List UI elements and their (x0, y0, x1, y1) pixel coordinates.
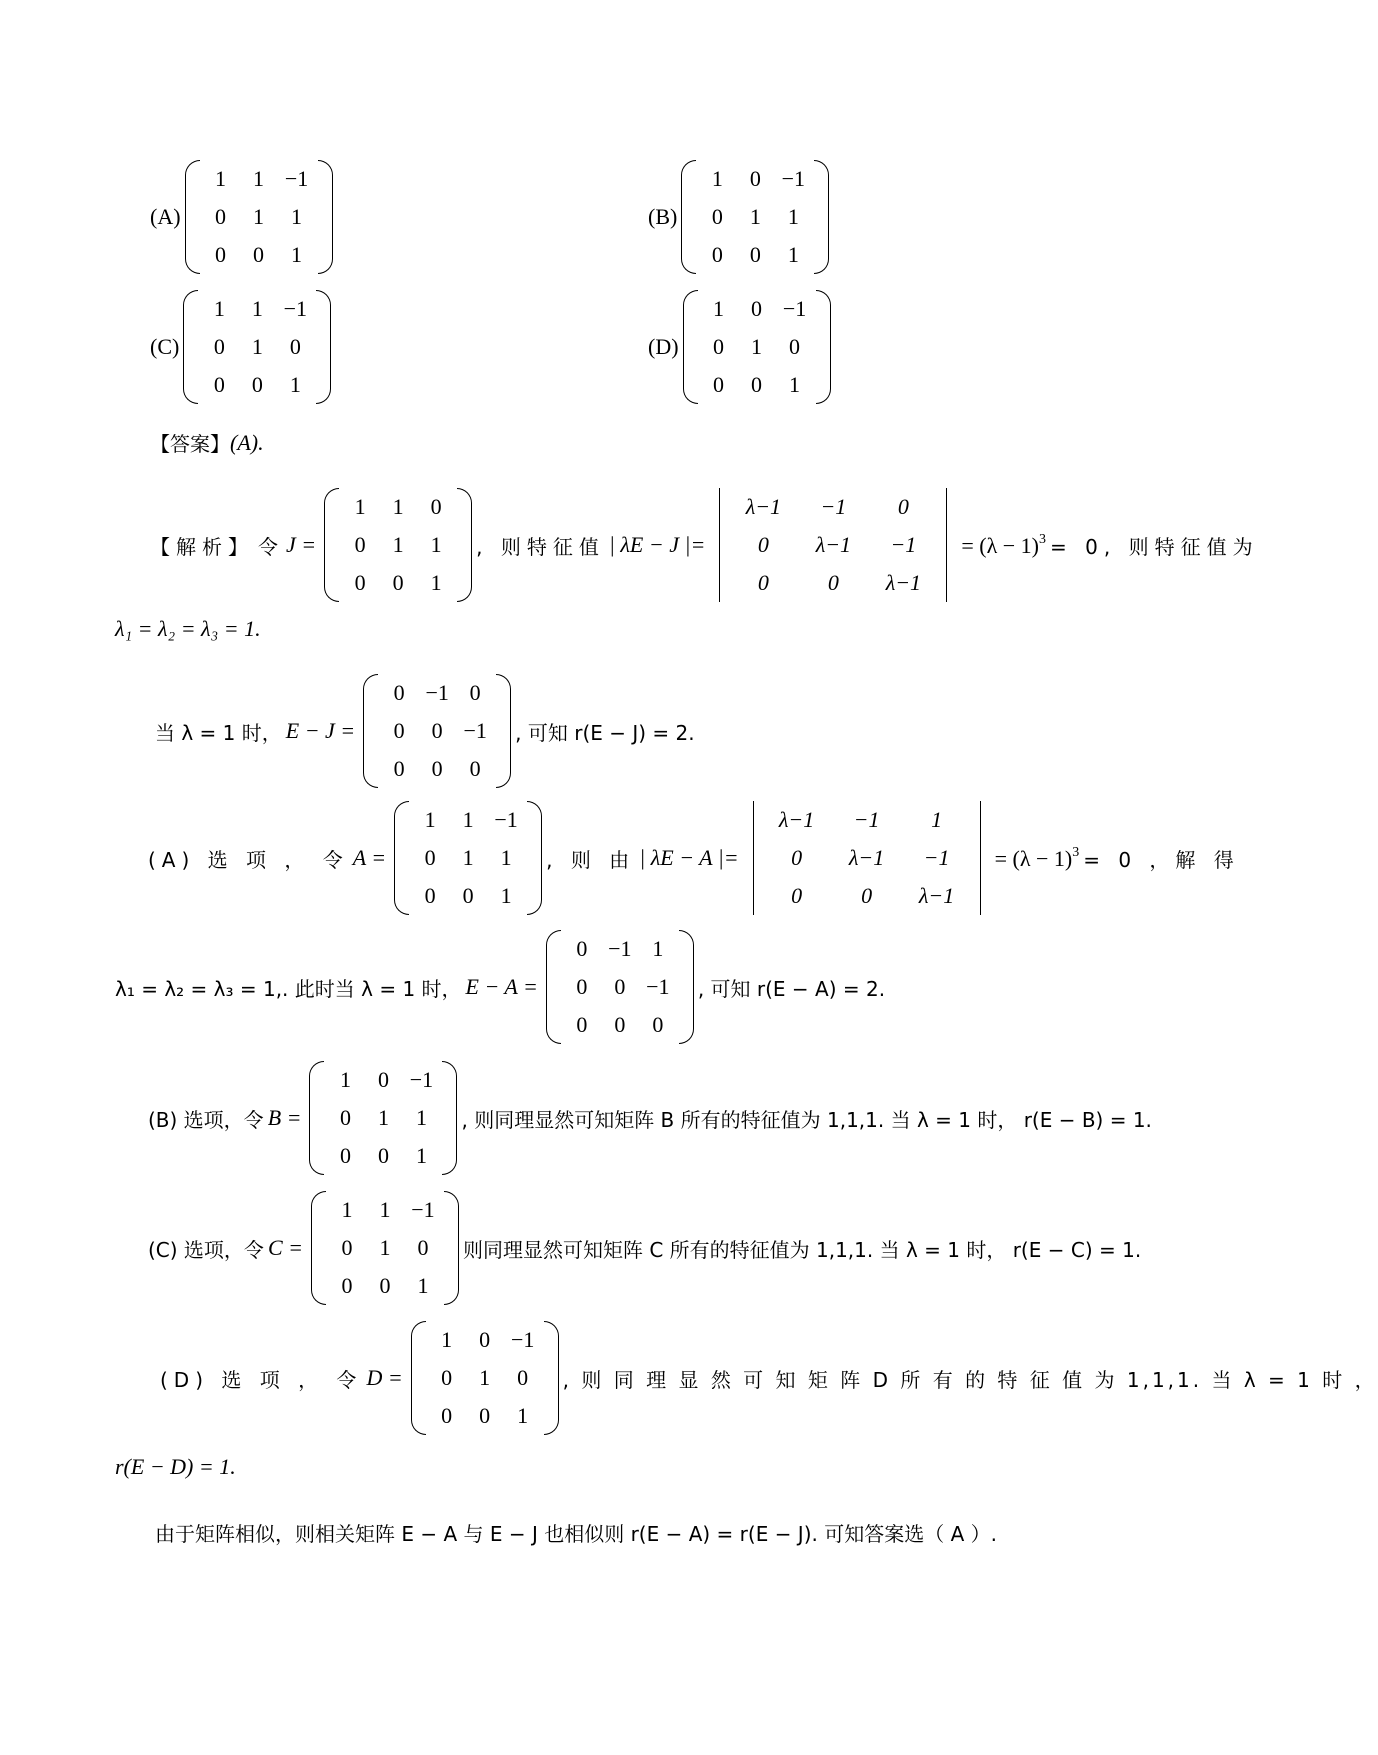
matrix-cell: 0 (289, 334, 301, 359)
matrix-paren-right (814, 160, 829, 274)
matrix-grid (326, 1191, 444, 1305)
matrix-cell: 0 (441, 1365, 453, 1390)
matrix-cell: 1 (291, 242, 303, 267)
matrix-cell: 1 (711, 166, 723, 191)
matrix-cell: 0 (711, 242, 723, 267)
matrix-cell: 0 (469, 756, 481, 781)
matrix-cell: 0 (213, 372, 225, 397)
e-minus-a-lhs: E − A = (465, 974, 538, 999)
matrix-cell: 0 (341, 1235, 353, 1260)
matrix-cell: 1 (500, 883, 512, 908)
matrix-paren-left (185, 160, 200, 274)
matrix-cell: 0 (354, 532, 366, 557)
option-a-analysis (148, 801, 1240, 915)
matrix-cell: −1 (853, 807, 880, 832)
matrix-paren-right (544, 1321, 559, 1435)
matrix-cell: 1 (291, 204, 303, 229)
matrix-cell: 0 (827, 570, 839, 595)
matrix-cell: 0 (713, 334, 725, 359)
analysis-then: , 则特征值 (476, 534, 605, 559)
answer-line (150, 428, 264, 457)
option-a-prefix: (A) 选 项 ， 令 (148, 847, 349, 872)
matrix-grid (200, 160, 318, 274)
matrix-cell: 1 (253, 204, 265, 229)
option-a-line2 (115, 930, 885, 1044)
option-c (150, 290, 335, 404)
matrix-cell: −1 (646, 974, 670, 999)
matrix-cell: 0 (393, 756, 405, 781)
option-b-lhs: B = (267, 1105, 302, 1130)
matrix-paren-left (394, 801, 409, 915)
j-lhs: J = (286, 532, 317, 557)
option-b-label: (B) (648, 204, 678, 229)
matrix-cell: 1 (751, 334, 763, 359)
matrix-cell: 0 (393, 680, 405, 705)
option-a-mid: , 则 由 (546, 847, 636, 872)
matrix-cell: 0 (897, 494, 909, 519)
matrix-cell: 1 (354, 494, 366, 519)
matrix-paren-left (309, 1061, 324, 1175)
matrix-cell: 0 (431, 718, 443, 743)
matrix-cell: 1 (787, 242, 799, 267)
matrix-grid (696, 160, 814, 274)
matrix-cell: 0 (377, 1067, 389, 1092)
matrix-cell: 1 (713, 296, 725, 321)
matrix-cell: 1 (215, 166, 227, 191)
matrix-cell: −1 (608, 936, 632, 961)
matrix-paren-right (816, 290, 831, 404)
matrix-cell: 1 (341, 1197, 353, 1222)
option-d-line2 (115, 1454, 236, 1480)
matrix-cell: −1 (510, 1327, 535, 1352)
matrix-grid (378, 674, 496, 788)
option-d (648, 290, 835, 404)
matrix-cell: 0 (757, 570, 769, 595)
matrix-paren-left (324, 488, 339, 602)
matrix-cell: 0 (713, 372, 725, 397)
option-a-line2-tail: , 可知 r(E − A) = 2. (697, 976, 886, 1001)
option-a-analysis-matrix (394, 801, 542, 915)
option-b-prefix: (B) 选项，令 (148, 1107, 264, 1132)
matrix-cell: 0 (377, 1143, 389, 1168)
matrix-cell: 0 (791, 883, 803, 908)
j-matrix (324, 488, 472, 602)
matrix-cell: −1 (463, 718, 487, 743)
matrix-paren-right (527, 801, 542, 915)
matrix-paren-left (411, 1321, 426, 1435)
option-c-analysis-matrix (311, 1191, 459, 1305)
answer-value: (A). (230, 429, 264, 455)
matrix-cell: 0 (213, 334, 225, 359)
matrix-cell: 0 (652, 1012, 664, 1037)
option-d-lhs: D = (366, 1365, 403, 1390)
e-minus-j-tail: , 可知 r(E − J) = 2. (515, 720, 695, 745)
matrix-cell: 0 (791, 845, 803, 870)
matrix-cell: 1 (251, 296, 263, 321)
matrix-cell: 0 (711, 204, 723, 229)
e-minus-j-prefix: 当 λ = 1 时， (155, 720, 282, 745)
matrix-cell: 1 (379, 1197, 391, 1222)
matrix-grid (760, 801, 974, 915)
matrix-cell: λ−1 (745, 494, 782, 519)
matrix-paren-right (442, 1061, 457, 1175)
matrix-cell: 0 (517, 1365, 529, 1390)
matrix-cell: 1 (931, 807, 943, 832)
determinant-bar-left (719, 488, 720, 602)
matrix-paren-right (457, 488, 472, 602)
option-a-line2-prefix: λ₁ = λ₂ = λ₃ = 1,. 此时当 λ = 1 时， (115, 976, 462, 1001)
matrix-cell: 0 (417, 1235, 429, 1260)
matrix-cell: 1 (213, 296, 225, 321)
matrix-cell: 0 (479, 1403, 491, 1428)
matrix-paren-right (444, 1191, 459, 1305)
matrix-cell: 1 (377, 1105, 389, 1130)
matrix-cell: 0 (424, 845, 436, 870)
matrix-cell: −1 (781, 166, 806, 191)
matrix-cell: 0 (749, 242, 761, 267)
matrix-paren-left (546, 930, 561, 1044)
matrix-cell: 1 (289, 372, 301, 397)
matrix-cell: 1 (253, 166, 265, 191)
matrix-cell: 1 (415, 1105, 427, 1130)
matrix-cell: 0 (430, 494, 442, 519)
option-b-tail: , 则同理显然可知矩阵 B 所有的特征值为 1,1,1. 当 λ = 1 时， r(E − B) = 1. (461, 1107, 1152, 1132)
conclusion-text: 由于矩阵相似，则相关矩阵 E − A 与 E − J 也相似则 r(E − A) = r(E − J). 可知答案选（ A ）. (155, 1522, 997, 1546)
option-a (150, 160, 337, 274)
matrix-cell: 0 (251, 372, 263, 397)
matrix-cell: 1 (417, 1273, 429, 1298)
det-a-tail: = 0 ，解 得 (1083, 847, 1240, 872)
matrix-cell: 1 (789, 372, 801, 397)
matrix-cell: −1 (425, 680, 449, 705)
matrix-cell: 1 (462, 807, 474, 832)
option-c-tail: 则同理显然可知矩阵 C 所有的特征值为 1,1,1. 当 λ = 1 时， r(E − C) = 1. (462, 1237, 1142, 1262)
analysis-intro: 令 (258, 534, 278, 559)
matrix-cell: 0 (479, 1327, 491, 1352)
e-minus-j-lhs: E − J = (285, 718, 356, 743)
matrix-cell: 1 (479, 1365, 491, 1390)
matrix-cell: 0 (339, 1105, 351, 1130)
matrix-cell: 0 (393, 718, 405, 743)
determinant-bar-right (980, 801, 981, 915)
det-a-rhs: = $(\lambda - 1)^3$ (994, 844, 1080, 871)
option-c-matrix (183, 290, 331, 404)
matrix-cell: 1 (251, 334, 263, 359)
matrix-paren-left (683, 290, 698, 404)
det-j-rhs: = $(\lambda - 1)^3$ (961, 531, 1047, 558)
e-minus-j-line (155, 674, 695, 788)
option-b-matrix (681, 160, 829, 274)
matrix-cell: 0 (253, 242, 265, 267)
matrix-cell: 0 (339, 1143, 351, 1168)
matrix-cell: 1 (517, 1403, 529, 1428)
matrix-cell: −1 (890, 532, 917, 557)
matrix-cell: 1 (749, 204, 761, 229)
option-d-matrix (683, 290, 831, 404)
matrix-paren-right (318, 160, 333, 274)
matrix-cell: 0 (749, 166, 761, 191)
matrix-cell: 0 (462, 883, 474, 908)
matrix-grid (561, 930, 679, 1044)
matrix-cell: λ−1 (778, 807, 815, 832)
matrix-cell: 0 (379, 1273, 391, 1298)
matrix-cell: 0 (757, 532, 769, 557)
option-b (648, 160, 833, 274)
option-a-matrix (185, 160, 333, 274)
matrix-cell: 0 (341, 1273, 353, 1298)
option-d-tail: , 则 同 理 显 然 可 知 矩 阵 D 所 有 的 特 征 值 为 1,1,1. 当 λ = 1 时 ， (562, 1367, 1378, 1392)
matrix-cell: 1 (441, 1327, 453, 1352)
matrix-cell: 0 (576, 974, 588, 999)
matrix-cell: λ−1 (918, 883, 955, 908)
matrix-cell: 1 (415, 1143, 427, 1168)
matrix-cell: −1 (923, 845, 950, 870)
option-a-label: (A) (150, 204, 181, 229)
matrix-cell: 1 (652, 936, 664, 961)
det-a-lhs: | λE − A |= (639, 845, 739, 870)
matrix-cell: −1 (409, 1067, 434, 1092)
matrix-cell: 1 (500, 845, 512, 870)
matrix-cell: 1 (392, 494, 404, 519)
option-b-analysis-matrix (309, 1061, 457, 1175)
matrix-cell: −1 (782, 296, 807, 321)
matrix-cell: 1 (424, 807, 436, 832)
matrix-cell: 0 (354, 570, 366, 595)
matrix-cell: 1 (379, 1235, 391, 1260)
matrix-cell: 0 (215, 242, 227, 267)
determinant-bar-left (753, 801, 754, 915)
det-j-matrix (713, 488, 953, 602)
matrix-grid (198, 290, 316, 404)
matrix-cell: λ−1 (885, 570, 922, 595)
matrix-paren-right (316, 290, 331, 404)
option-d-rank: r(E − D) = 1. (115, 1454, 236, 1479)
matrix-cell: 0 (751, 372, 763, 397)
matrix-paren-left (311, 1191, 326, 1305)
matrix-cell: 0 (431, 756, 443, 781)
matrix-paren-left (681, 160, 696, 274)
option-c-prefix: (C) 选项，令 (148, 1237, 264, 1262)
det-j-lhs: | λE − J |= (608, 532, 706, 557)
matrix-grid (426, 1321, 544, 1435)
option-c-label: (C) (150, 334, 180, 359)
matrix-grid (409, 801, 527, 915)
matrix-cell: −1 (284, 166, 309, 191)
answer-tag: 【答案】 (150, 432, 230, 456)
lambda-values: λ₁ = λ₂ = λ₃ = 1. (115, 616, 261, 641)
option-d-prefix: (D) 选 项 ， 令 (160, 1367, 363, 1392)
option-b-analysis (148, 1061, 1152, 1175)
matrix-cell: −1 (494, 807, 518, 832)
matrix-cell: −1 (283, 296, 308, 321)
det-j-tail: = 0, 则特征值为 (1050, 534, 1259, 559)
matrix-paren-left (183, 290, 198, 404)
determinant-bar-right (946, 488, 947, 602)
matrix-cell: 0 (392, 570, 404, 595)
option-d-analysis (160, 1321, 1378, 1435)
matrix-cell: 0 (469, 680, 481, 705)
matrix-cell: 0 (751, 296, 763, 321)
matrix-cell: λ−1 (815, 532, 852, 557)
option-d-analysis-matrix (411, 1321, 559, 1435)
matrix-cell: 0 (576, 936, 588, 961)
option-d-label: (D) (648, 334, 679, 359)
det-a-matrix (747, 801, 987, 915)
matrix-cell: 1 (430, 570, 442, 595)
matrix-cell: 1 (430, 532, 442, 557)
matrix-cell: 0 (614, 1012, 626, 1037)
conclusion-line (155, 1518, 997, 1547)
matrix-cell: 0 (424, 883, 436, 908)
matrix-cell: 0 (441, 1403, 453, 1428)
matrix-cell: λ−1 (848, 845, 885, 870)
matrix-cell: 0 (215, 204, 227, 229)
e-minus-a-matrix (546, 930, 694, 1044)
matrix-paren-right (496, 674, 511, 788)
matrix-grid (324, 1061, 442, 1175)
matrix-cell: 0 (614, 974, 626, 999)
matrix-cell: 1 (462, 845, 474, 870)
matrix-grid (698, 290, 816, 404)
matrix-cell: 0 (576, 1012, 588, 1037)
matrix-cell: 1 (787, 204, 799, 229)
matrix-cell: 1 (339, 1067, 351, 1092)
matrix-cell: 0 (789, 334, 801, 359)
option-a-lhs: A = (352, 845, 387, 870)
matrix-grid (726, 488, 940, 602)
option-c-lhs: C = (267, 1235, 303, 1260)
matrix-cell: 1 (392, 532, 404, 557)
matrix-grid (339, 488, 457, 602)
e-minus-j-matrix (363, 674, 511, 788)
matrix-cell: −1 (820, 494, 847, 519)
matrix-cell: −1 (411, 1197, 435, 1222)
analysis-line (150, 488, 1259, 602)
analysis-tag: 【解析】 (150, 534, 254, 559)
matrix-paren-left (363, 674, 378, 788)
option-c-analysis (148, 1191, 1141, 1305)
lambda-line (115, 616, 261, 642)
matrix-paren-right (679, 930, 694, 1044)
matrix-cell: 0 (861, 883, 873, 908)
